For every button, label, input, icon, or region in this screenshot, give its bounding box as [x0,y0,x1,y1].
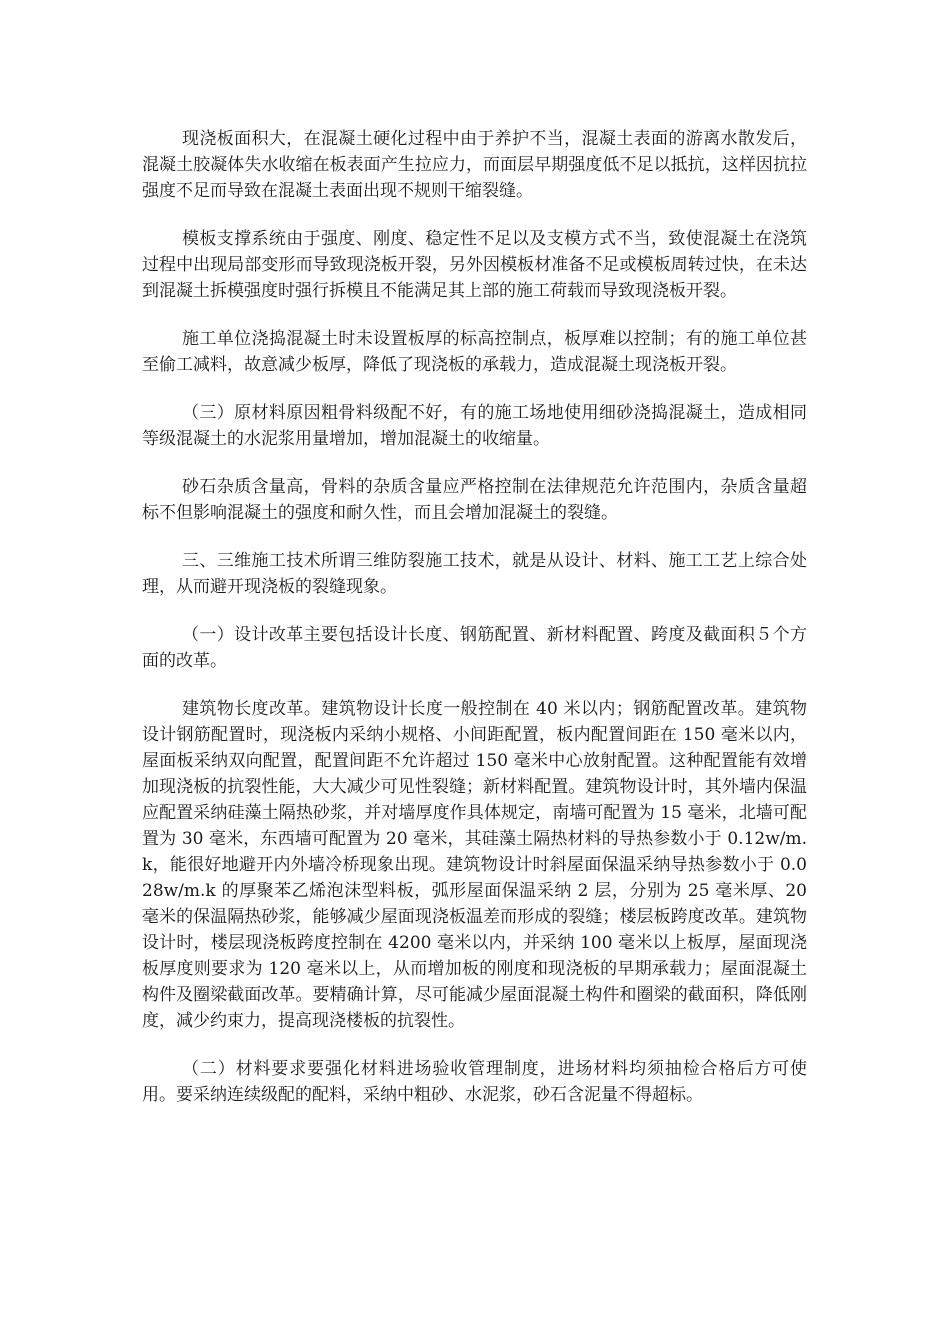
paragraph-impurity-content: 砂石杂质含量高，骨料的杂质含量应严格控制在法律规范允许范围内，杂质含量超标不但影响混凝土的强度和耐久性，而且会增加混凝土的裂缝。 [142,477,807,523]
paragraph-formwork-support: 模板支撑系统由于强度、刚度、稳定性不足以及支模方式不当，致使混凝土在浇筑过程中出现局部变形而导致现浇板开裂，另外因模板材准备不足或模板周转过快，在未达到混凝土拆模强度时强行拆模且不能满足其上部的施工荷载而导致现浇板开裂。 [142,229,807,301]
paragraph-curing-shrinkage: 现浇板面积大，在混凝土硬化过程中由于养护不当，混凝土表面的游离水散发后，混凝土胶凝体失水收缩在板表面产生拉应力，而面层早期强度低不足以抵抗，这样因抗拉强度不足而导致在混凝土表面出现不规则干缩裂缝。 [142,129,807,201]
paragraph-3d-technique: 三、三维施工技术所谓三维防裂施工技术，就是从设计、材料、施工工艺上综合处理，从而避开现浇板的裂缝现象。 [142,551,807,597]
paragraph-slab-thickness: 施工单位浇捣混凝土时未设置板厚的标高控制点，板厚难以控制；有的施工单位甚至偷工减料，故意减少板厚，降低了现浇板的承载力，造成混凝土现浇板开裂。 [142,329,807,375]
paragraph-material-requirements: （二）材料要求要强化材料进场验收管理制度，进场材料均须抽检合格后方可使用。要采纳连续级配的配料，采纳中粗砂、水泥浆，砂石含泥量不得超标。 [142,1059,807,1105]
paragraph-building-length-reform: 建筑物长度改革。建筑物设计长度一般控制在 40 米以内；钢筋配置改革。建筑物设计钢筋配置时，现浇板内采纳小规格、小间距配置，板内配置间距在 150 毫米以内，屋面板采纳双向配置，配置间距不允许超过 150 毫米中心放射配置。这种配置能有效增加现浇板的抗裂性能，大大减少可见性裂缝；新材料配置。建筑物设计时，其外墙内保温应配置采纳硅藻土隔热砂浆，并对墙厚度作具体规定，南墙可配置为 15 毫米，北墙可配置为 30 毫米，东西墙可配置为 20 毫米，其硅藻土隔热材料的导热参数小于 0.12w/m.k，能很好地避开内外墙冷桥现象出现。建筑物设计时斜屋面保温采纳导热参数小于 0.028w/m.k 的厚聚苯乙烯泡沫型料板，弧形屋面保温采纳 2 层，分别为 25 毫米厚、20 毫米的保温隔热砂浆，能够减少屋面现浇板温差而形成的裂缝；楼层板跨度改革。建筑物设计时，楼层现浇板跨度控制在 4200 毫米以内，并采纳 100 毫米以上板厚，屋面现浇板厚度则要求为 120 毫米以上，从而增加板的刚度和现浇板的早期承载力；屋面混凝土构件及圈梁截面改革。要精确计算，尽可能减少屋面混凝土构件和圈梁的截面积，降低刚度，减少约束力，提高现浇楼板的抗裂性。 [142,699,807,1031]
paragraph-design-reform: （一）设计改革主要包括设计长度、钢筋配置、新材料配置、跨度及截面积５个方面的改革。 [142,625,807,671]
document-body [142,126,807,1130]
paragraph-raw-materials: （三）原材料原因粗骨料级配不好，有的施工场地使用细砂浇捣混凝土，造成相同等级混凝土的水泥浆用量增加，增加混凝土的收缩量。 [142,403,807,449]
